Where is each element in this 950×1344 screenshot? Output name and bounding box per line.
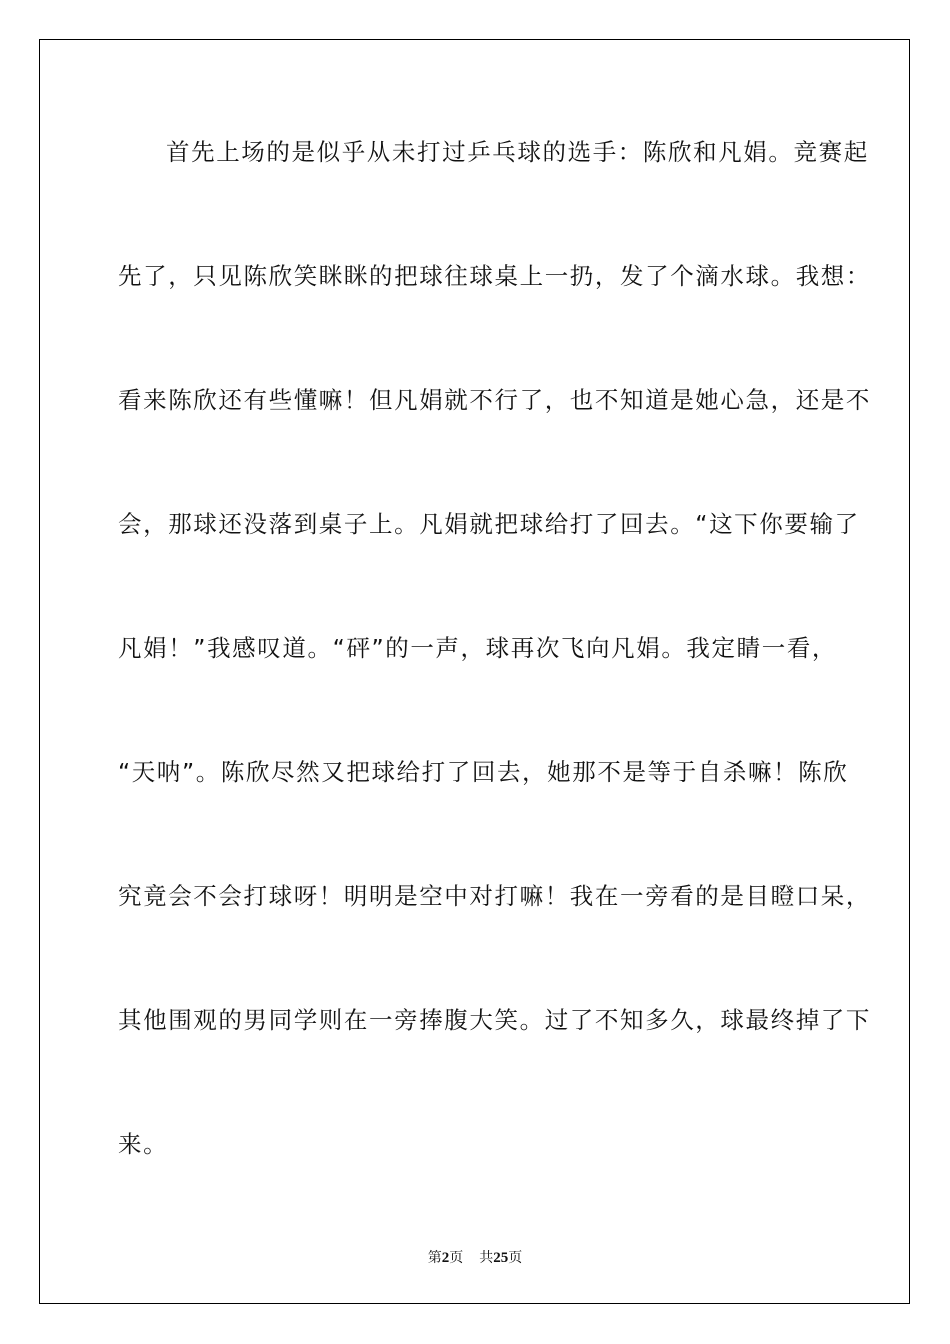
footer-total-prefix: 共: [479, 1250, 494, 1266]
footer-page-prefix: 第: [427, 1250, 442, 1266]
page-footer: [0, 1247, 950, 1267]
page-border: [39, 39, 910, 1304]
paragraph-line-4: 会，那球还没落到桌子上。凡娟就把球给打了回去。“这下你要输了: [118, 510, 860, 538]
paragraph-line-3: 看来陈欣还有些懂嘛！但凡娟就不行了，也不知道是她心急，还是不: [118, 386, 871, 414]
footer-page-number: 2: [441, 1250, 450, 1266]
footer-total-suffix: 页: [508, 1250, 523, 1266]
paragraph-line-2: 先了，只见陈欣笑眯眯的把球往球桌上一扔，发了个滴水球。我想：: [118, 262, 871, 290]
paragraph-line-8: 其他围观的男同学则在一旁捧腹大笑。过了不知多久，球最终掉了下: [118, 1006, 871, 1034]
paragraph-line-1: 首先上场的是似乎从未打过乒乓球的选手：陈欣和凡娟。竞赛起: [166, 138, 869, 166]
footer-total-pages: 25: [493, 1250, 509, 1266]
paragraph-line-9: 来。: [118, 1130, 169, 1158]
paragraph-line-5: 凡娟！”我感叹道。“砰”的一声，球再次飞向凡娟。我定睛一看，: [118, 634, 838, 662]
paragraph-line-6: “天呐”。陈欣尽然又把球给打了回去，她那不是等于自杀嘛！陈欣: [118, 758, 849, 786]
paragraph-line-7: 究竟会不会打球呀！明明是空中对打嘛！我在一旁看的是目瞪口呆，: [118, 882, 871, 910]
footer-page-suffix: 页: [449, 1250, 464, 1266]
